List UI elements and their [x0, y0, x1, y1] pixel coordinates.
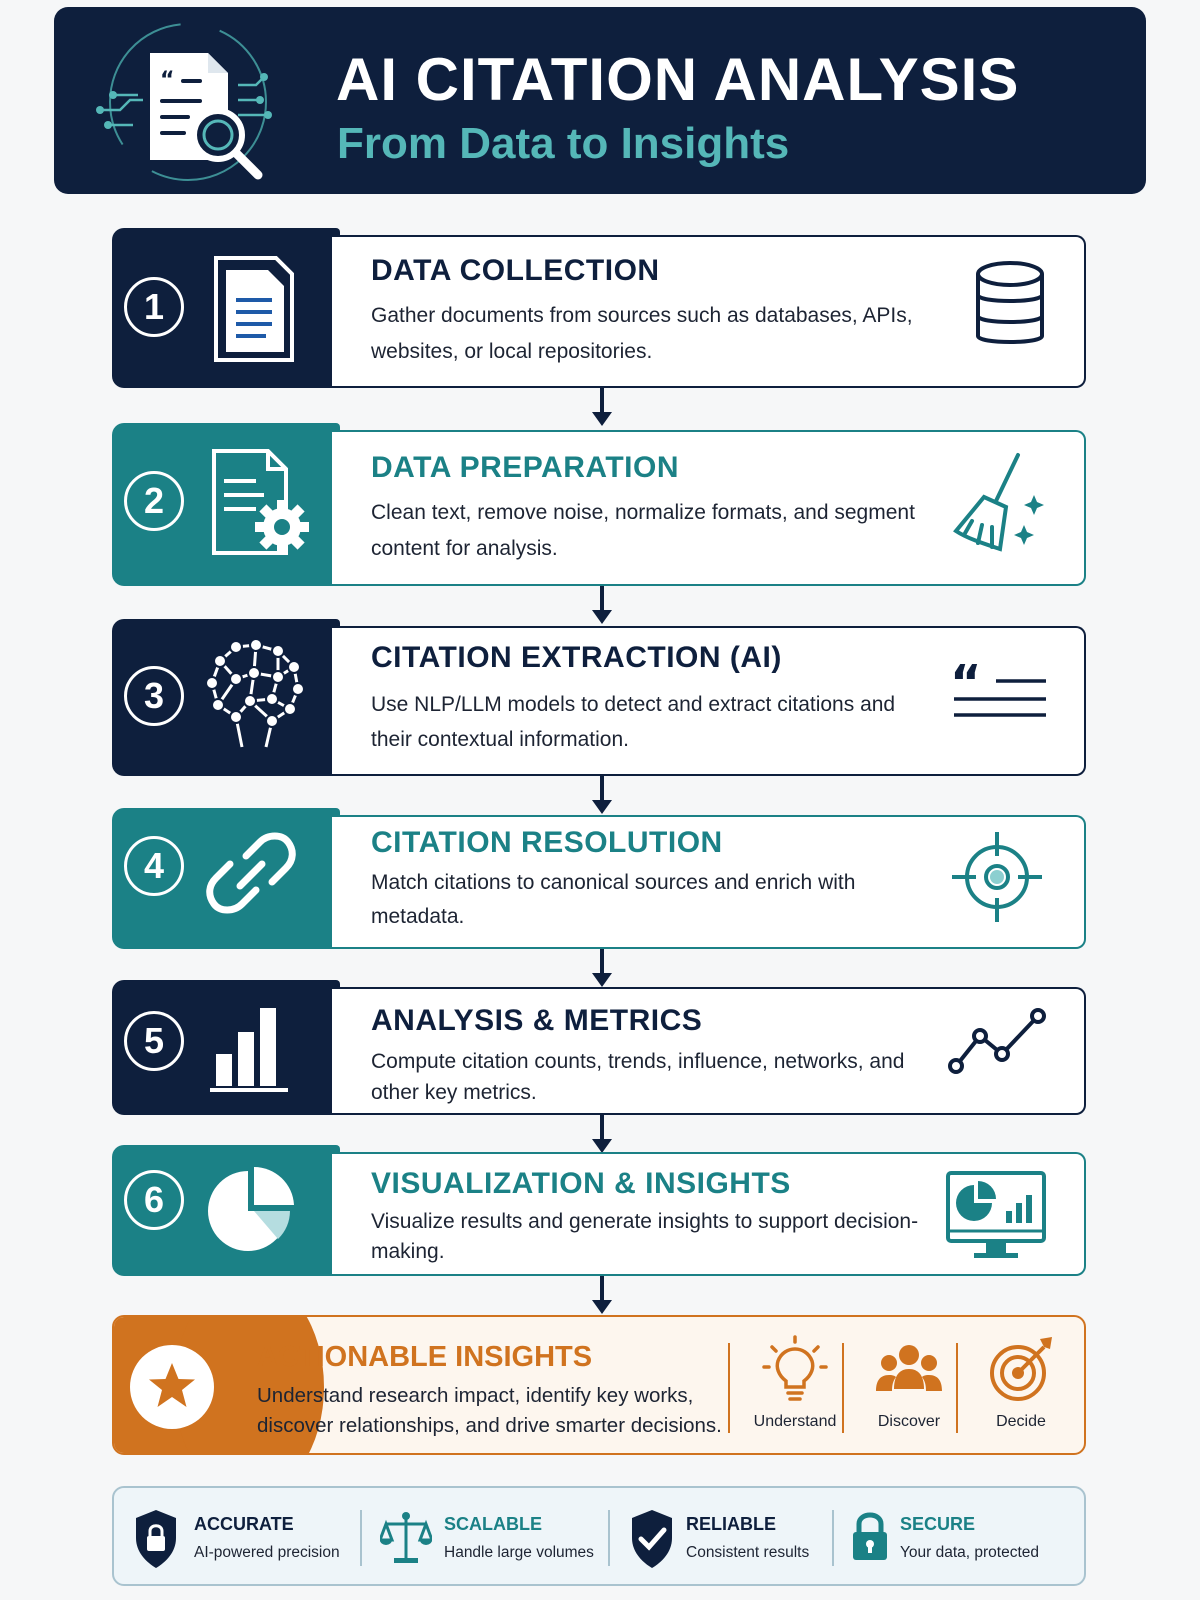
insight-label: Discover — [877, 1413, 941, 1430]
shield-lock-icon — [132, 1508, 180, 1570]
step-title: DATA COLLECTION — [371, 254, 660, 287]
feature-subtitle: Consistent results — [686, 1544, 810, 1561]
svg-text:“: “ — [950, 659, 982, 711]
step-1 — [112, 228, 1086, 388]
documents-icon — [206, 248, 302, 368]
lightbulb-icon — [760, 1335, 830, 1405]
step-description: Clean text, remove noise, normalize formats, and segment content for analysis. — [371, 501, 915, 560]
link-icon — [206, 826, 296, 921]
features-bar — [112, 1486, 1086, 1586]
step-number-badge: 6 — [124, 1170, 184, 1230]
step-4-panel — [112, 808, 340, 949]
feature-subtitle: AI-powered precision — [194, 1544, 340, 1561]
step-number-badge: 1 — [124, 277, 184, 337]
feature-secure — [850, 1508, 1070, 1570]
step-description: Compute citation counts, trends, influence, networks, and other key metrics. — [371, 1050, 905, 1104]
divider — [608, 1510, 610, 1566]
divider — [360, 1510, 362, 1566]
feature-title: ACCURATE — [194, 1514, 294, 1534]
bar-chart-icon — [206, 1002, 296, 1094]
scale-icon — [380, 1508, 432, 1570]
step-number-badge: 3 — [124, 666, 184, 726]
step-description: Gather documents from sources such as databases, APIs, websites, or local repositories. — [371, 304, 913, 363]
document-gear-icon — [206, 445, 316, 560]
step-1-panel — [112, 228, 340, 388]
flow-arrow — [590, 1276, 614, 1316]
insight-label: Understand — [753, 1413, 837, 1430]
step-description: Visualize results and generate insights to support decision-making. — [371, 1210, 919, 1263]
star-badge — [130, 1345, 214, 1429]
step-title: DATA PREPARATION — [371, 451, 679, 484]
page-subtitle: From Data to Insights — [337, 119, 790, 168]
dashboard-monitor-icon — [944, 1169, 1048, 1269]
divider — [832, 1510, 834, 1566]
divider — [956, 1343, 958, 1433]
pie-chart-icon — [206, 1165, 296, 1255]
target-icon — [986, 1335, 1056, 1405]
step-description: Match citations to canonical sources and enrich with metadata. — [371, 871, 856, 928]
step-4 — [112, 808, 1086, 949]
step-3-panel — [112, 619, 340, 776]
step-6 — [112, 1145, 1086, 1276]
padlock-icon — [850, 1508, 890, 1570]
feature-title: SECURE — [900, 1514, 976, 1534]
feature-title: RELIABLE — [686, 1514, 776, 1534]
feature-scalable — [380, 1508, 610, 1570]
flow-arrow — [590, 388, 614, 428]
step-title: VISUALIZATION & INSIGHTS — [371, 1167, 791, 1200]
step-number-badge: 5 — [124, 1011, 184, 1071]
database-icon — [970, 258, 1050, 354]
broom-icon — [948, 449, 1048, 559]
quote-lines-icon — [950, 659, 1050, 723]
divider — [842, 1343, 844, 1433]
people-icon — [874, 1335, 944, 1405]
step-number-badge: 2 — [124, 471, 184, 531]
feature-subtitle: Your data, protected — [900, 1544, 1040, 1561]
feature-accurate — [132, 1508, 352, 1570]
step-6-panel — [112, 1145, 340, 1276]
step-title: CITATION RESOLUTION — [371, 826, 723, 859]
step-5-panel — [112, 980, 340, 1115]
header-banner — [54, 7, 1146, 194]
page-title: AI CITATION ANALYSIS — [336, 46, 1020, 113]
document-search-icon — [88, 15, 288, 190]
actionable-description: Understand research impact, identify key works, discover relationships, and drive smarter decisions. — [257, 1384, 722, 1437]
step-2 — [112, 423, 1086, 586]
svg-text:“: “ — [160, 68, 175, 93]
feature-reliable — [628, 1508, 828, 1570]
step-description: Use NLP/LLM models to detect and extract citations and their contextual information. — [371, 693, 896, 751]
feature-title: SCALABLE — [444, 1514, 542, 1534]
step-3 — [112, 619, 1086, 776]
divider — [728, 1343, 730, 1433]
insight-discover — [854, 1335, 964, 1431]
crosshair-icon — [950, 830, 1044, 924]
step-title: CITATION EXTRACTION (AI) — [371, 641, 782, 674]
star-icon — [130, 1345, 214, 1429]
step-5 — [112, 980, 1086, 1115]
trend-line-icon — [948, 1006, 1048, 1076]
step-title: ANALYSIS & METRICS — [371, 1004, 703, 1037]
actionable-title: ACTIONABLE INSIGHTS — [257, 1341, 593, 1373]
feature-subtitle: Handle large volumes — [444, 1544, 594, 1561]
step-number-badge: 4 — [124, 836, 184, 896]
actionable-insights-panel — [112, 1315, 1086, 1455]
neural-brain-icon — [206, 637, 306, 757]
insight-understand — [740, 1335, 850, 1431]
insight-label: Decide — [996, 1413, 1046, 1430]
shield-check-icon — [628, 1508, 676, 1570]
step-2-panel — [112, 423, 340, 586]
insight-decide — [966, 1335, 1076, 1431]
